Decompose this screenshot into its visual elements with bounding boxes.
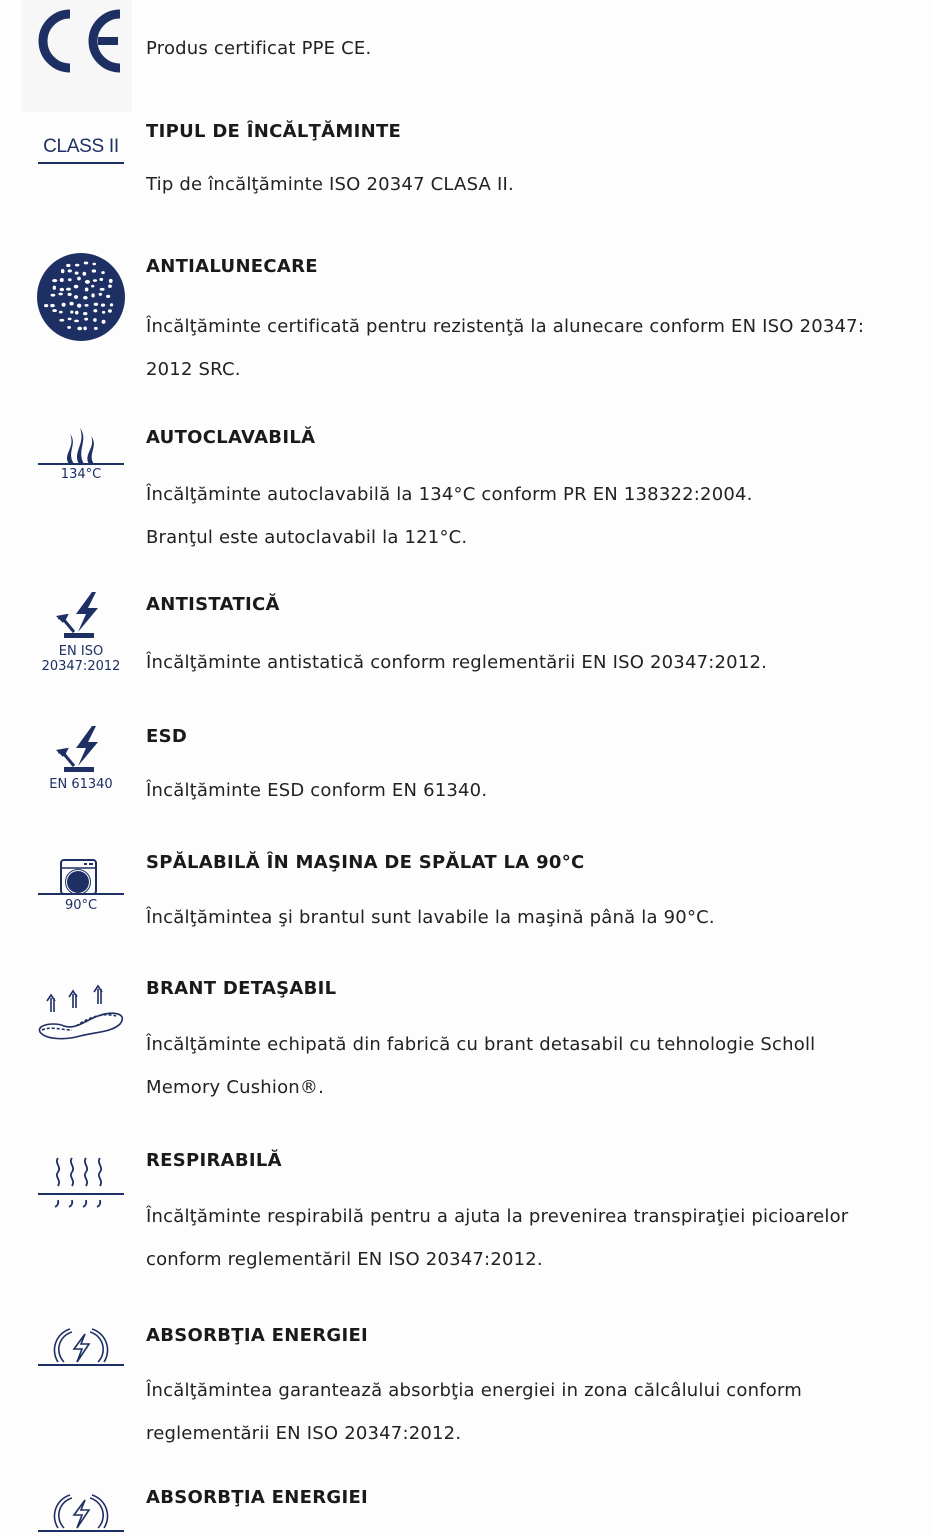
sole-tread-dot bbox=[74, 285, 79, 289]
sole-tread-dot bbox=[102, 311, 105, 314]
lightning-ground-icon bbox=[36, 592, 126, 674]
lightning-ground-icon bbox=[36, 725, 126, 792]
sole-tread-dot bbox=[77, 327, 82, 331]
sole-tread-dot bbox=[100, 288, 105, 291]
icon-baseline bbox=[38, 1193, 124, 1195]
icon-caption: 90°C bbox=[64, 898, 98, 913]
feature-description bbox=[146, 163, 931, 206]
description-line: Încălţăminte autoclavabilă la 134°C conform PR EN 138322:2004. bbox=[146, 484, 753, 505]
sole-tread-dot bbox=[68, 318, 72, 321]
feature-title: ANTISTATICĂ bbox=[146, 594, 280, 615]
sole-tread-dot bbox=[102, 320, 106, 324]
icon-caption: EN 61340 bbox=[49, 777, 113, 792]
energy-absorption-icon bbox=[36, 1494, 126, 1530]
sole-tread-dot bbox=[61, 269, 65, 273]
sole-tread-dot bbox=[92, 269, 96, 272]
sole-tread-dot bbox=[92, 263, 96, 266]
feature-description bbox=[146, 769, 931, 812]
sole-tread-dot bbox=[69, 302, 73, 306]
feature-title: SPĂLABILĂ ÎN MAŞINA DE SPĂLAT LA 90°C bbox=[146, 852, 585, 873]
sole-tread-dot bbox=[101, 303, 105, 306]
feature-title: ANTIALUNECARE bbox=[146, 256, 318, 277]
description-line: Încălţăminte ESD conform EN 61340. bbox=[146, 780, 488, 801]
steam-heat-icon bbox=[36, 426, 126, 482]
icon-baseline bbox=[38, 893, 124, 895]
sole-tread-dot bbox=[84, 318, 88, 321]
sole-tread-dot bbox=[85, 288, 89, 292]
sole-tread-dot bbox=[99, 293, 103, 296]
description-line: Încălţăminte certificată pentru rezistenţă la alunecare conform EN ISO 20347: bbox=[146, 316, 865, 337]
sole-tread-dot bbox=[70, 310, 73, 313]
sole-tread-dot bbox=[50, 304, 55, 307]
sole-tread-dot bbox=[75, 311, 79, 315]
sole-tread-dot bbox=[84, 262, 89, 265]
sole-tread-dot bbox=[52, 279, 57, 282]
sole-tread-dot bbox=[94, 327, 98, 330]
description-line: Încălţăminte echipată din fabrică cu brant detasabil cu tehnologie Scholl bbox=[146, 1034, 816, 1055]
sole-tread-dot bbox=[60, 288, 64, 291]
sole-tread-dot bbox=[91, 285, 94, 288]
feature-title: ESD bbox=[146, 726, 188, 747]
sole-tread-dot bbox=[93, 318, 97, 322]
sole-tread-dot bbox=[62, 303, 66, 307]
sole-tread-dot bbox=[106, 295, 110, 298]
icon-caption bbox=[36, 644, 126, 674]
sole-tread-dot bbox=[66, 264, 70, 267]
description-line: Memory Cushion®. bbox=[146, 1077, 325, 1098]
sole-tread-dot bbox=[93, 279, 97, 282]
sole-tread-dot bbox=[53, 286, 56, 290]
feature-description bbox=[146, 896, 931, 939]
class-ii-icon bbox=[36, 136, 126, 158]
sole-tread-dot bbox=[59, 319, 64, 322]
description-line: Branţul este autoclavabil la 121°C. bbox=[146, 527, 468, 548]
description-line: reglementării EN ISO 20347:2012. bbox=[146, 1423, 462, 1444]
feature-title: TIPUL DE ÎNCĂLŢĂMINTE bbox=[146, 121, 402, 142]
sole-tread-dot bbox=[77, 277, 81, 281]
sole-tread-dot bbox=[44, 304, 48, 307]
feature-description bbox=[146, 1195, 931, 1281]
description-line: Încălţăminte antistatică conform reglementării EN ISO 20347:2012. bbox=[146, 652, 768, 673]
feature-description bbox=[146, 641, 931, 684]
feature-description bbox=[146, 305, 931, 391]
sole-tread-dot bbox=[93, 309, 97, 312]
anti-slip-sole-icon bbox=[36, 252, 126, 342]
sole-tread-dot bbox=[52, 309, 57, 312]
sole-tread-dot bbox=[59, 311, 63, 314]
sole-tread-dot bbox=[66, 288, 71, 291]
icon-baseline bbox=[38, 1364, 124, 1366]
feature-description bbox=[146, 27, 931, 70]
sole-tread-dot bbox=[83, 312, 87, 315]
icon-caption-line: EN ISO bbox=[58, 644, 104, 659]
sole-tread-dot bbox=[58, 293, 62, 296]
sole-tread-dot bbox=[75, 272, 79, 275]
description-line: Încălţăminte respirabilă pentru a ajuta la prevenirea transpiraţiei picioarelor bbox=[146, 1206, 849, 1227]
description-line: 2012 SRC. bbox=[146, 359, 241, 380]
breathable-icon bbox=[36, 1156, 126, 1216]
sole-tread-dot bbox=[108, 309, 112, 312]
description-line: Tip de încălţăminte ISO 20347 CLASA II. bbox=[146, 174, 514, 195]
sole-tread-dot bbox=[85, 304, 89, 307]
icon-baseline bbox=[38, 162, 124, 164]
removable-insole-icon bbox=[36, 982, 126, 1042]
description-line: Încălţămintea şi brantul sunt lavabile la maşină până la 90°C. bbox=[146, 907, 715, 928]
sole-tread-dot bbox=[83, 326, 86, 330]
washing-machine-icon bbox=[36, 858, 126, 913]
feature-title: BRANT DETAŞABIL bbox=[146, 978, 337, 999]
sole-tread-dot bbox=[109, 279, 113, 283]
sole-tread-dot bbox=[68, 293, 72, 296]
feature-description bbox=[146, 1023, 931, 1109]
feature-title: AUTOCLAVABILĂ bbox=[146, 427, 316, 448]
sole-tread-dot bbox=[82, 272, 86, 276]
sole-tread-dot bbox=[99, 278, 103, 281]
feature-title: ABSORBŢIA ENERGIEI bbox=[146, 1487, 369, 1508]
sole-tread-dot bbox=[68, 269, 72, 272]
sole-tread-dot bbox=[51, 294, 56, 297]
sole-tread-dot bbox=[101, 271, 104, 274]
sole-tread-dot bbox=[74, 320, 79, 323]
sole-tread-dot bbox=[85, 280, 90, 284]
icon-baseline bbox=[38, 1530, 124, 1532]
sole-tread-dot bbox=[75, 264, 80, 267]
sole-tread-dot bbox=[108, 285, 112, 288]
sole-tread-dot bbox=[68, 278, 72, 281]
sole-tread-dot bbox=[67, 326, 71, 329]
icon-caption-line: 20347:2012 bbox=[41, 659, 121, 674]
icon-baseline bbox=[38, 463, 124, 465]
sole-tread-dot bbox=[60, 278, 64, 282]
ce-mark-icon bbox=[36, 8, 126, 74]
sole-tread-dot bbox=[83, 296, 88, 300]
feature-title: ABSORBŢIA ENERGIEI bbox=[146, 1325, 369, 1346]
description-line: Produs certificat PPE CE. bbox=[146, 38, 372, 59]
sole-tread-dot bbox=[77, 304, 81, 308]
icon-caption: 134°C bbox=[60, 467, 102, 482]
class-ii-label: CLASS II bbox=[43, 136, 119, 157]
sole-tread-dot bbox=[74, 295, 78, 299]
description-line: conform reglementăril EN ISO 20347:2012. bbox=[146, 1249, 543, 1270]
feature-description bbox=[146, 473, 931, 559]
sole-tread-dot bbox=[91, 293, 94, 297]
sole-tread-dot bbox=[110, 303, 113, 306]
description-line: Încălţămintea garantează absorbţia energiei in zona călcâlului conform bbox=[146, 1380, 802, 1401]
feature-description bbox=[146, 1369, 931, 1455]
sole-tread-dot bbox=[94, 303, 99, 306]
energy-absorption-icon bbox=[36, 1328, 126, 1364]
feature-title: RESPIRABILĂ bbox=[146, 1150, 282, 1171]
